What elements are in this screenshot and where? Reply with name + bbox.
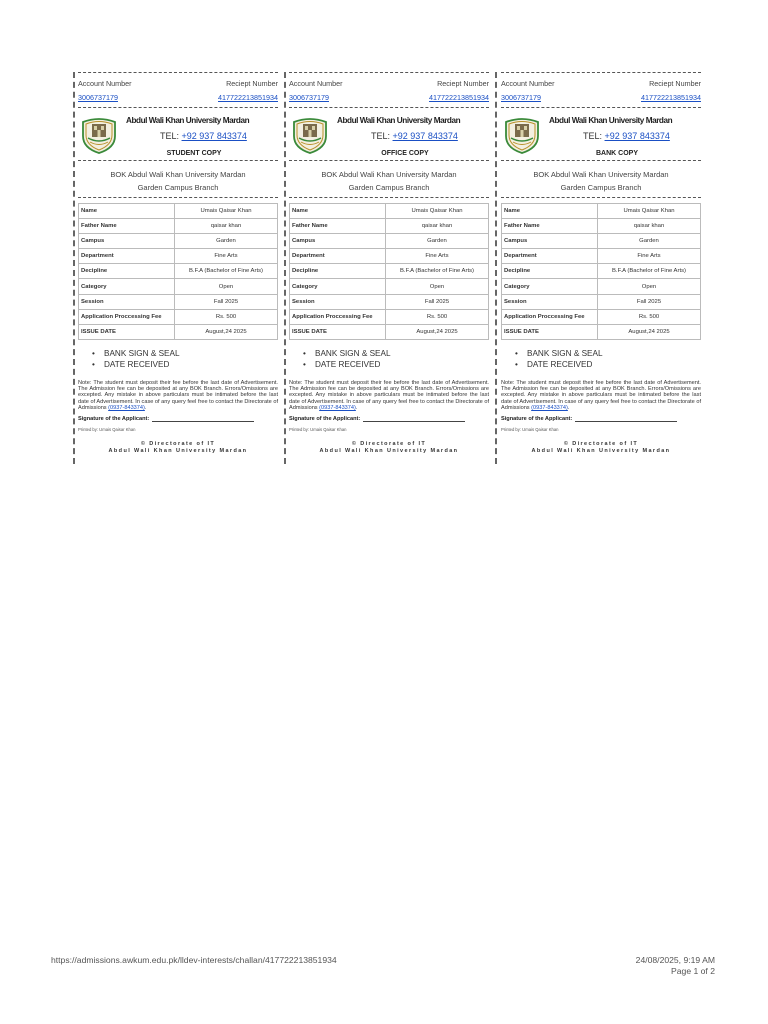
bank-checklist	[303, 348, 489, 371]
receipt-number-link[interactable]: 417722213851934	[429, 93, 489, 102]
divider	[78, 197, 278, 198]
bank-checklist	[92, 348, 278, 371]
fee-note: Note: The student must deposit their fee before the last date of Advertisement. The Admission fee can be deposited at any BOK Branch. Errors/Omissions are excepted. Any mistake in above particulars must be intimated before the last date of Advertisement. In case of any query feel free to contact the Directorate of Admissions (0937-843374).	[78, 379, 278, 412]
page-number: Page 1 of 2	[671, 965, 715, 976]
note-phone-link[interactable]: (0937-843374)	[319, 405, 356, 412]
tel-label: TEL:	[583, 131, 603, 141]
copy-type-label: STUDENT COPY	[166, 150, 222, 157]
university-name: Abdul Wali Khan University Mardan	[549, 116, 673, 125]
divider	[501, 107, 701, 108]
account-number-link[interactable]: 3006737179	[289, 93, 329, 102]
divider	[289, 107, 489, 108]
bank-copy	[501, 72, 701, 464]
table-row: Department Fine Arts	[79, 249, 278, 264]
table-row: Session Fall 2025	[79, 294, 278, 309]
printed-by: Printed by: Umais Qaisar Khan	[78, 427, 136, 433]
table-row: Campus Garden	[290, 234, 489, 249]
footer: © Directorate of IT Abdul Wali Khan University Mardan	[531, 441, 671, 454]
university-logo-icon	[502, 114, 542, 154]
table-row: ISSUE DATE August,24 2025	[290, 324, 489, 339]
applicant-info-table	[501, 203, 701, 340]
office-copy	[289, 72, 489, 464]
cut-line	[73, 72, 75, 464]
list-item: • DATE RECEIVED	[303, 359, 489, 371]
university-logo-icon	[79, 114, 119, 154]
table-row: Session Fall 2025	[502, 294, 701, 309]
footer: © Directorate of IT Abdul Wali Khan University Mardan	[319, 441, 459, 454]
tel-label: TEL:	[160, 131, 180, 141]
university-logo-icon	[290, 114, 330, 154]
list-item: • BANK SIGN & SEAL	[515, 348, 701, 360]
page-url: https://admissions.awkum.edu.pk/lldev-interests/challan/417722213851934	[51, 955, 337, 965]
list-item: • DATE RECEIVED	[515, 359, 701, 371]
university-name: Abdul Wali Khan University Mardan	[337, 116, 461, 125]
divider	[289, 72, 489, 73]
table-row: Department Fine Arts	[502, 249, 701, 264]
student-copy	[78, 72, 278, 464]
table-row: Category Open	[502, 279, 701, 294]
cut-line	[495, 72, 497, 464]
account-number-label: Account Number	[501, 79, 555, 88]
bank-branch: BOK Abdul Wali Khan University Mardan Garden Campus Branch	[110, 170, 246, 192]
divider	[501, 197, 701, 198]
table-row: Decipline B.F.A (Bachelor of Fine Arts)	[290, 264, 489, 279]
table-row: Name Umais Qaisar Khan	[290, 204, 489, 219]
list-item: • BANK SIGN & SEAL	[303, 348, 489, 360]
signature-field: Signature of the Applicant:	[501, 416, 701, 422]
receipt-number-label: Reciept Number	[437, 79, 489, 88]
table-row: Category Open	[79, 279, 278, 294]
account-number-label: Account Number	[289, 79, 343, 88]
divider	[501, 160, 701, 161]
table-row: Decipline B.F.A (Bachelor of Fine Arts)	[79, 264, 278, 279]
applicant-info-table	[78, 203, 278, 340]
challan-copies	[73, 72, 701, 464]
printed-by: Printed by: Umais Qaisar Khan	[289, 427, 347, 433]
divider	[78, 72, 278, 73]
cut-line	[284, 72, 286, 464]
divider	[501, 72, 701, 73]
note-phone-link[interactable]: (0937-843374)	[108, 405, 145, 412]
fee-note: Note: The student must deposit their fee before the last date of Advertisement. The Admission fee can be deposited at any BOK Branch. Errors/Omissions are excepted. Any mistake in above particulars must be intimated before the last date of Advertisement. In case of any query feel free to contact the Directorate of Admissions (0937-843374).	[501, 379, 701, 412]
tel-number-link[interactable]: +92 937 843374	[392, 131, 458, 141]
signature-field: Signature of the Applicant:	[289, 416, 489, 422]
table-row: Campus Garden	[79, 234, 278, 249]
university-name: Abdul Wali Khan University Mardan	[126, 116, 250, 125]
tel-label: TEL:	[371, 131, 391, 141]
print-datetime: 24/08/2025, 9:19 AM	[635, 955, 715, 965]
printed-by: Printed by: Umais Qaisar Khan	[501, 427, 559, 433]
table-row: Father Name qaisar khan	[79, 219, 278, 234]
table-row: ISSUE DATE August,24 2025	[502, 324, 701, 339]
list-item: • BANK SIGN & SEAL	[92, 348, 278, 360]
note-phone-link[interactable]: (0937-843374)	[531, 405, 568, 412]
account-number-link[interactable]: 3006737179	[501, 93, 541, 102]
receipt-number-link[interactable]: 417722213851934	[218, 93, 278, 102]
table-row: Category Open	[290, 279, 489, 294]
table-row: Campus Garden	[502, 234, 701, 249]
table-row: Application Proccessing Fee Rs. 500	[79, 309, 278, 324]
table-row: Name Umais Qaisar Khan	[79, 204, 278, 219]
table-row: Father Name qaisar khan	[290, 219, 489, 234]
page-meta	[636, 955, 715, 976]
fee-note: Note: The student must deposit their fee before the last date of Advertisement. The Admission fee can be deposited at any BOK Branch. Errors/Omissions are excepted. Any mistake in above particulars must be intimated before the last date of Advertisement. In case of any query feel free to contact the Directorate of Admissions (0937-843374).	[289, 379, 489, 412]
table-row: Father Name qaisar khan	[502, 219, 701, 234]
divider	[289, 197, 489, 198]
divider	[78, 160, 278, 161]
receipt-number-label: Reciept Number	[226, 79, 278, 88]
footer: © Directorate of IT Abdul Wali Khan University Mardan	[108, 441, 248, 454]
list-item: • DATE RECEIVED	[92, 359, 278, 371]
copy-type-label: OFFICE COPY	[381, 150, 429, 157]
copy-type-label: BANK COPY	[595, 150, 638, 157]
receipt-number-label: Reciept Number	[649, 79, 701, 88]
signature-field: Signature of the Applicant:	[78, 416, 278, 422]
table-row: Name Umais Qaisar Khan	[502, 204, 701, 219]
divider	[289, 160, 489, 161]
bank-branch: BOK Abdul Wali Khan University Mardan Garden Campus Branch	[533, 170, 669, 192]
table-row: Session Fall 2025	[290, 294, 489, 309]
table-row: Application Proccessing Fee Rs. 500	[502, 309, 701, 324]
bank-branch: BOK Abdul Wali Khan University Mardan Garden Campus Branch	[321, 170, 457, 192]
receipt-number-link[interactable]: 417722213851934	[641, 93, 701, 102]
table-row: Decipline B.F.A (Bachelor of Fine Arts)	[502, 264, 701, 279]
table-row: ISSUE DATE August,24 2025	[79, 324, 278, 339]
account-number-label: Account Number	[78, 79, 132, 88]
table-row: Application Proccessing Fee Rs. 500	[290, 309, 489, 324]
tel-number-link[interactable]: +92 937 843374	[181, 131, 247, 141]
table-row: Department Fine Arts	[290, 249, 489, 264]
bank-checklist	[515, 348, 701, 371]
applicant-info-table	[289, 203, 489, 340]
divider	[78, 107, 278, 108]
account-number-link[interactable]: 3006737179	[78, 93, 118, 102]
tel-number-link[interactable]: +92 937 843374	[604, 131, 670, 141]
